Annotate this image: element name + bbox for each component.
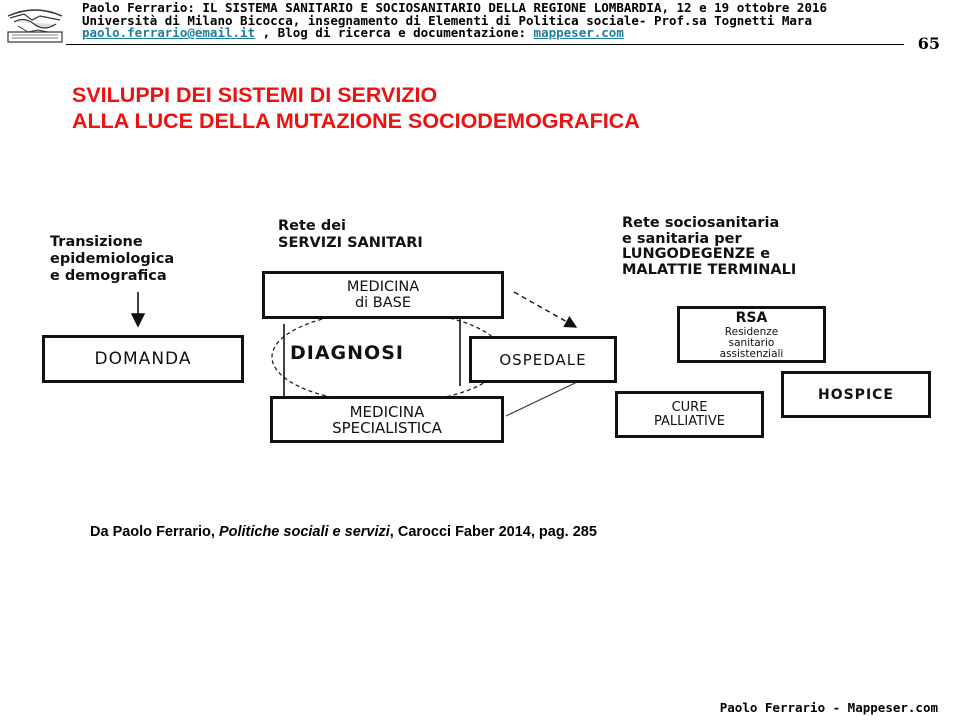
label-rete-sanitari: Rete dei SERVIZI SANITARI — [278, 218, 423, 251]
blog-link[interactable]: mappeser.com — [533, 25, 624, 40]
page-number: 65 — [917, 34, 940, 53]
box-medicina-specialistica: MEDICINA SPECIALISTICA — [270, 396, 504, 443]
title-line-2: ALLA LUCE DELLA MUTAZIONE SOCIODEMOGRAFICA — [72, 109, 640, 133]
services-diagram — [0, 200, 960, 460]
source-caption — [90, 524, 597, 540]
arrow-base-ospedale — [514, 292, 576, 327]
label-transizione: Transizione epidemiologica e demografica — [50, 234, 175, 284]
handshake-logo-icon — [4, 2, 66, 44]
email-link[interactable]: paolo.ferrario@email.it — [82, 25, 256, 40]
box-rsa: RSA Residenze sanitario assistenziali — [677, 306, 826, 363]
header-links-line — [82, 27, 827, 40]
box-domanda: DOMANDA — [42, 335, 244, 383]
slide-title — [72, 82, 640, 134]
header — [82, 2, 827, 40]
caption-prefix: Da Paolo Ferrario, — [90, 524, 219, 540]
box-cure-palliative: CURE PALLIATIVE — [615, 391, 764, 438]
header-university-line: Università di Milano Bicocca, insegnamento di Elementi di Politica sociale- Prof.sa Tognetti Mara — [82, 12, 812, 28]
caption-book-title: Politiche sociali e servizi — [218, 524, 390, 540]
label-diagnosi: DIAGNOSI — [290, 342, 404, 364]
label-rete-socio: Rete sociosanitaria e sanitaria per LUNGODEGENZE e MALATTIE TERMINALI — [622, 215, 797, 278]
box-hospice: HOSPICE — [781, 371, 931, 418]
header-divider — [66, 44, 904, 45]
box-medicina-base: MEDICINA di BASE — [262, 271, 504, 319]
blog-label: , Blog di ricerca e documentazione: — [255, 25, 534, 40]
footer-credit: Paolo Ferrario - Mappeser.com — [719, 700, 938, 715]
title-line-1: SVILUPPI DEI SISTEMI DI SERVIZIO — [72, 83, 438, 107]
box-ospedale: OSPEDALE — [469, 336, 617, 383]
header-title-line: Paolo Ferrario: IL SISTEMA SANITARIO E SOCIOSANITARIO DELLA REGIONE LOMBARDIA, 12 e 19 ottobre 2016 — [82, 0, 828, 15]
caption-suffix: , Carocci Faber 2014, pag. 285 — [389, 524, 597, 540]
